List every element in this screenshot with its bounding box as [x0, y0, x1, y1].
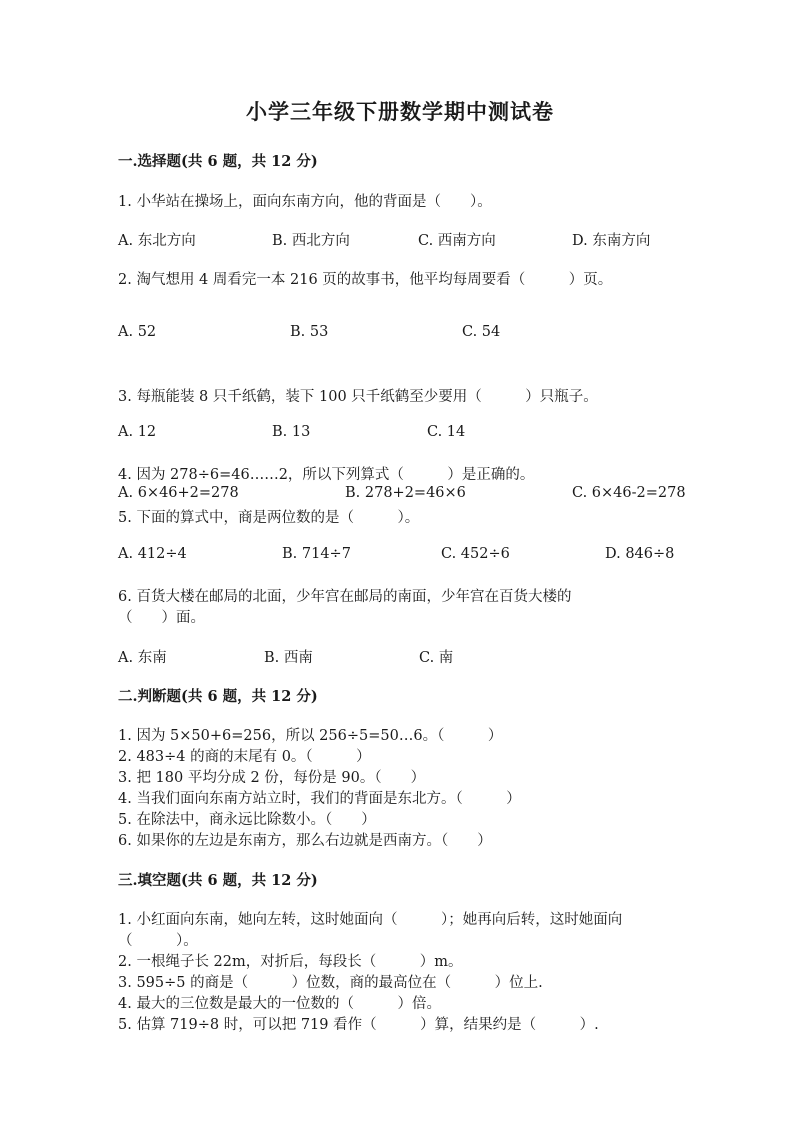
q1-6-option-b: B. 西南 — [264, 650, 313, 666]
section-3-heading: 三.填空题(共 6 题，共 12 分) — [118, 872, 318, 889]
judge-item-3: 3. 把 180 平均分成 2 份，每份是 90。（ ） — [118, 770, 426, 786]
q1-3-option-b: B. 13 — [272, 424, 311, 440]
judge-item-2: 2. 483÷4 的商的末尾有 0。（ ） — [118, 749, 371, 765]
q1-4-option-a: A. 6×46+2=278 — [118, 485, 239, 501]
fill-item-1-line1: 1. 小红面向东南，她向左转，这时她面向（ ）；她再向后转，这时她面向 — [118, 912, 623, 928]
question-1-4: 4. 因为 278÷6=46……2，所以下列算式（ ）是正确的。 — [118, 467, 535, 483]
question-1-6-line2: （ ）面。 — [118, 610, 205, 626]
question-1-1: 1. 小华站在操场上，面向东南方向，他的背面是（ ）。 — [118, 194, 492, 210]
judge-item-1: 1. 因为 5×50+6=256，所以 256÷5=50…6。（ ） — [118, 728, 503, 744]
fill-item-5: 5. 估算 719÷8 时，可以把 719 看作（ ）算，结果约是（ ）. — [118, 1017, 599, 1033]
page-title: 小学三年级下册数学期中测试卷 — [246, 99, 554, 124]
q1-3-option-c: C. 14 — [427, 424, 466, 440]
q1-5-option-c: C. 452÷6 — [441, 546, 510, 562]
q1-5-option-d: D. 846÷8 — [605, 546, 675, 562]
q1-1-option-b: B. 西北方向 — [272, 233, 350, 249]
q1-4-option-b: B. 278+2=46×6 — [345, 485, 466, 501]
q1-1-option-d: D. 东南方向 — [572, 233, 651, 249]
question-1-6-line1: 6. 百货大楼在邮局的北面，少年宫在邮局的南面，少年宫在百货大楼的 — [118, 589, 572, 605]
fill-item-4: 4. 最大的三位数是最大的一位数的（ ）倍。 — [118, 996, 441, 1012]
fill-item-3: 3. 595÷5 的商是（ ）位数，商的最高位在（ ）位上. — [118, 975, 543, 991]
judge-item-5: 5. 在除法中，商永远比除数小。（ ） — [118, 812, 376, 828]
q1-4-option-c: C. 6×46-2=278 — [572, 485, 686, 501]
q1-5-option-b: B. 714÷7 — [282, 546, 351, 562]
q1-3-option-a: A. 12 — [118, 424, 157, 440]
q1-1-option-a: A. 东北方向 — [118, 233, 196, 249]
question-1-3: 3. 每瓶能装 8 只千纸鹤，装下 100 只千纸鹤至少要用（ ）只瓶子。 — [118, 389, 598, 405]
question-1-5: 5. 下面的算式中，商是两位数的是（ ）。 — [118, 510, 420, 526]
q1-6-option-a: A. 东南 — [118, 650, 167, 666]
fill-item-1-line2: （ ）。 — [118, 933, 198, 949]
q1-2-option-b: B. 53 — [290, 324, 329, 340]
q1-5-option-a: A. 412÷4 — [118, 546, 187, 562]
question-1-2: 2. 淘气想用 4 周看完一本 216 页的故事书，他平均每周要看（ ）页。 — [118, 272, 613, 288]
q1-1-option-c: C. 西南方向 — [418, 233, 496, 249]
fill-item-2: 2. 一根绳子长 22m，对折后，每段长（ ）m。 — [118, 954, 463, 970]
section-2-heading: 二.判断题(共 6 题，共 12 分) — [118, 688, 318, 705]
judge-item-6: 6. 如果你的左边是东南方，那么右边就是西南方。（ ） — [118, 833, 492, 849]
section-1-heading: 一.选择题(共 6 题，共 12 分) — [118, 153, 318, 170]
q1-2-option-c: C. 54 — [462, 324, 501, 340]
q1-2-option-a: A. 52 — [118, 324, 157, 340]
q1-6-option-c: C. 南 — [419, 650, 454, 666]
judge-item-4: 4. 当我们面向东南方站立时，我们的背面是东北方。（ ） — [118, 791, 521, 807]
